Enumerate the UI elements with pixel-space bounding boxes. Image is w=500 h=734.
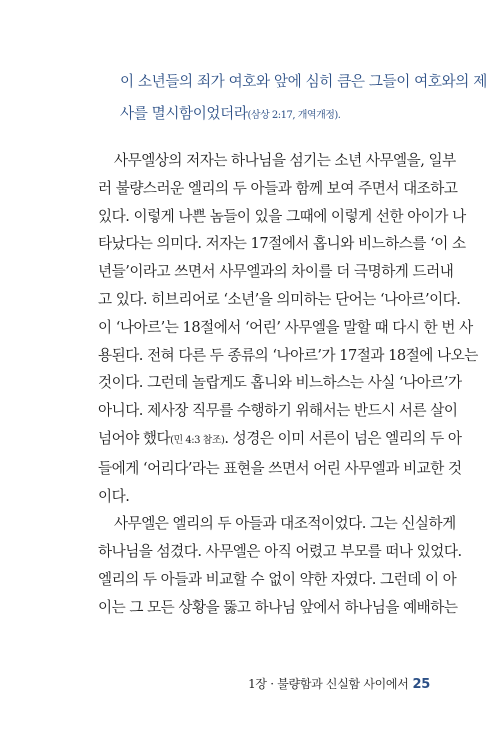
body-line: 년들’이라고 쓰면서 사무엘과의 차이를 더 극명하게 드러내 xyxy=(98,263,454,281)
quote-line-text: 사를 멸시함이었더라 xyxy=(120,105,248,122)
body-line: 타났다는 의미다. 저자는 17절에서 홉니와 비느하스를 ‘이 소 xyxy=(98,235,466,253)
paragraph-1 xyxy=(98,147,478,510)
body-line: 사무엘은 엘리의 두 아들과 대조적이었다. 그는 신실하게 xyxy=(114,515,456,533)
body-text xyxy=(98,147,478,622)
body-line: 이다. xyxy=(98,487,130,505)
quote-line: 이 소년들의 죄가 여호와 앞에 심히 큼은 그들이 여호와의 제 xyxy=(120,73,487,90)
paragraph-2 xyxy=(98,510,462,621)
body-line-text: 넘어야 했다 xyxy=(98,429,171,447)
body-line-text: . 성경은 이미 서른이 넘은 엘리의 두 아 xyxy=(224,429,462,447)
body-line: 하나님을 섬겼다. 사무엘은 아직 어렸고 부모를 떠나 있었다. xyxy=(98,543,462,561)
body-line: 엘리의 두 아들과 비교할 수 없이 약한 자였다. 그런데 이 아 xyxy=(98,570,457,588)
body-line: 이 ‘나아르’는 18절에서 ‘어린’ 사무엘을 말할 때 다시 한 번 사 xyxy=(98,318,473,336)
body-line xyxy=(98,425,462,455)
body-line: 들에게 ‘어리다’라는 표현을 쓰면서 어린 사무엘과 비교한 것 xyxy=(98,459,462,477)
page-number: 25 xyxy=(412,677,430,692)
inline-reference: (민 4:3 참조) xyxy=(170,434,225,446)
chapter-title: 1장 · 불량함과 신실함 사이에서 xyxy=(248,677,409,691)
body-line: 용된다. 전혀 다른 두 종류의 ‘나아르’가 17절과 18절에 나오는 xyxy=(98,346,478,364)
body-line: 러 불량스러운 엘리의 두 아들과 함께 보여 주면서 대조하고 xyxy=(98,179,458,197)
page-footer xyxy=(0,675,430,692)
body-line: 것이다. 그런데 놀랍게도 홉니와 비느하스는 사실 ‘나아르’가 xyxy=(98,374,462,392)
quote-reference: (삼상 2:17, 개역개정). xyxy=(247,110,341,121)
scripture-quote xyxy=(120,66,487,132)
body-line: 아니다. 제사장 직무를 수행하기 위해서는 반드시 서른 살이 xyxy=(98,402,458,420)
body-line: 고 있다. 히브리어로 ‘소년’을 의미하는 단어는 ‘나아르’이다. xyxy=(98,290,461,308)
quote-line xyxy=(120,98,452,132)
body-line: 있다. 이렇게 나쁜 놈들이 있을 그때에 이렇게 선한 아이가 나 xyxy=(98,207,466,225)
body-line: 사무엘상의 저자는 하나님을 섬기는 소년 사무엘을, 일부 xyxy=(114,152,456,169)
body-line: 이는 그 모든 상황을 뚫고 하나님 앞에서 하나님을 예배하는 xyxy=(98,598,458,616)
